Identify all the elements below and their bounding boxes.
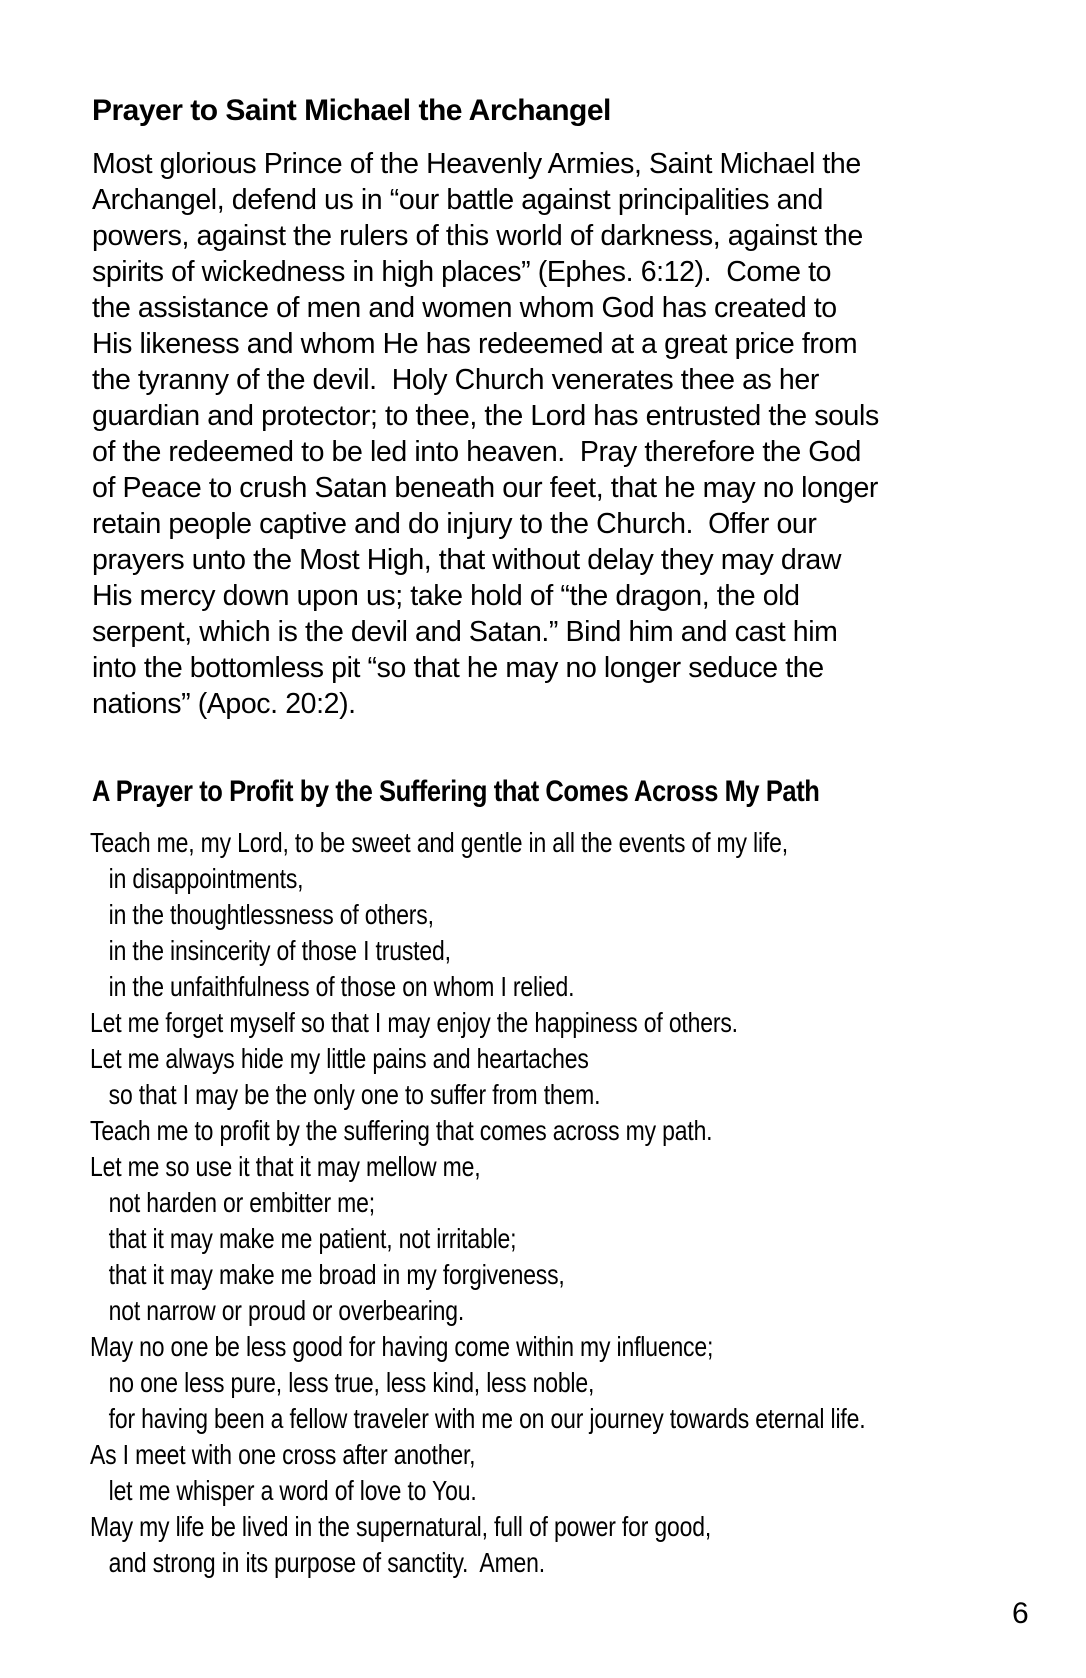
prayer2-title: A Prayer to Profit by the Suffering that Comes Across My Path	[92, 775, 820, 808]
prayer-line: not narrow or proud or overbearing.	[90, 1295, 465, 1326]
prayer-line: May my life be lived in the supernatural, full of power for good,	[90, 1511, 712, 1542]
prayer-line: serpent, which is the devil and Satan.” Bind him and cast him	[92, 616, 838, 648]
prayer-line: Let me so use it that it may mellow me,	[90, 1151, 481, 1182]
prayer-line: the assistance of men and women whom God has created to	[92, 292, 837, 324]
prayer-line: in disappointments,	[90, 863, 304, 894]
prayer-line: guardian and protector; to thee, the Lord has entrusted the souls	[92, 400, 879, 432]
prayer-line: of the redeemed to be led into heaven. Pray therefore the God	[92, 436, 861, 468]
prayer1-body	[92, 146, 879, 722]
page-number: 6	[1012, 1597, 1029, 1630]
prayer-line: Teach me, my Lord, to be sweet and gentle in all the events of my life,	[90, 827, 788, 858]
prayer-line: Let me forget myself so that I may enjoy the happiness of others.	[90, 1007, 738, 1038]
prayer-line: into the bottomless pit “so that he may no longer seduce the	[92, 652, 824, 684]
prayer-line: and strong in its purpose of sanctity. Amen.	[90, 1547, 545, 1578]
prayer-line: Most glorious Prince of the Heavenly Armies, Saint Michael the	[92, 148, 861, 180]
prayer-line: prayers unto the Most High, that without delay they may draw	[92, 544, 842, 576]
prayer-line: His mercy down upon us; take hold of “the dragon, the old	[92, 580, 800, 612]
prayer2-body	[90, 825, 1036, 1581]
prayer-line: powers, against the rulers of this world of darkness, against the	[92, 220, 863, 252]
prayer-line: so that I may be the only one to suffer from them.	[90, 1079, 601, 1110]
prayer-line: nations” (Apoc. 20:2).	[92, 688, 356, 720]
prayer-line: His likeness and whom He has redeemed at a great price from	[92, 328, 858, 360]
prayer-line: May no one be less good for having come within my influence;	[90, 1331, 714, 1362]
prayer-line: Teach me to profit by the suffering that comes across my path.	[90, 1115, 713, 1146]
prayer-line: that it may make me patient, not irritable;	[90, 1223, 517, 1254]
prayer-line: for having been a fellow traveler with me on our journey towards eternal life.	[90, 1403, 866, 1434]
prayer-line: of Peace to crush Satan beneath our feet, that he may no longer	[92, 472, 879, 504]
prayer-line: in the insincerity of those I trusted,	[90, 935, 451, 966]
prayer-line: As I meet with one cross after another,	[90, 1439, 476, 1470]
prayer-line: spirits of wickedness in high places” (Ephes. 6:12). Come to	[92, 256, 832, 288]
prayer-line: not harden or embitter me;	[90, 1187, 375, 1218]
prayer-line: no one less pure, less true, less kind, less noble,	[90, 1367, 595, 1398]
prayer-line: retain people captive and do injury to the Church. Offer our	[92, 508, 817, 540]
prayer-line: the tyranny of the devil. Holy Church venerates thee as her	[92, 364, 819, 396]
prayer-line: Let me always hide my little pains and heartaches	[90, 1043, 589, 1074]
prayer-line: that it may make me broad in my forgiveness,	[90, 1259, 565, 1290]
prayer-line: in the unfaithfulness of those on whom I relied.	[90, 971, 575, 1002]
prayer-line: Archangel, defend us in “our battle against principalities and	[92, 184, 823, 216]
prayer-line: in the thoughtlessness of others,	[90, 899, 434, 930]
prayer-line: let me whisper a word of love to You.	[90, 1475, 477, 1506]
prayer1-title: Prayer to Saint Michael the Archangel	[92, 94, 611, 127]
